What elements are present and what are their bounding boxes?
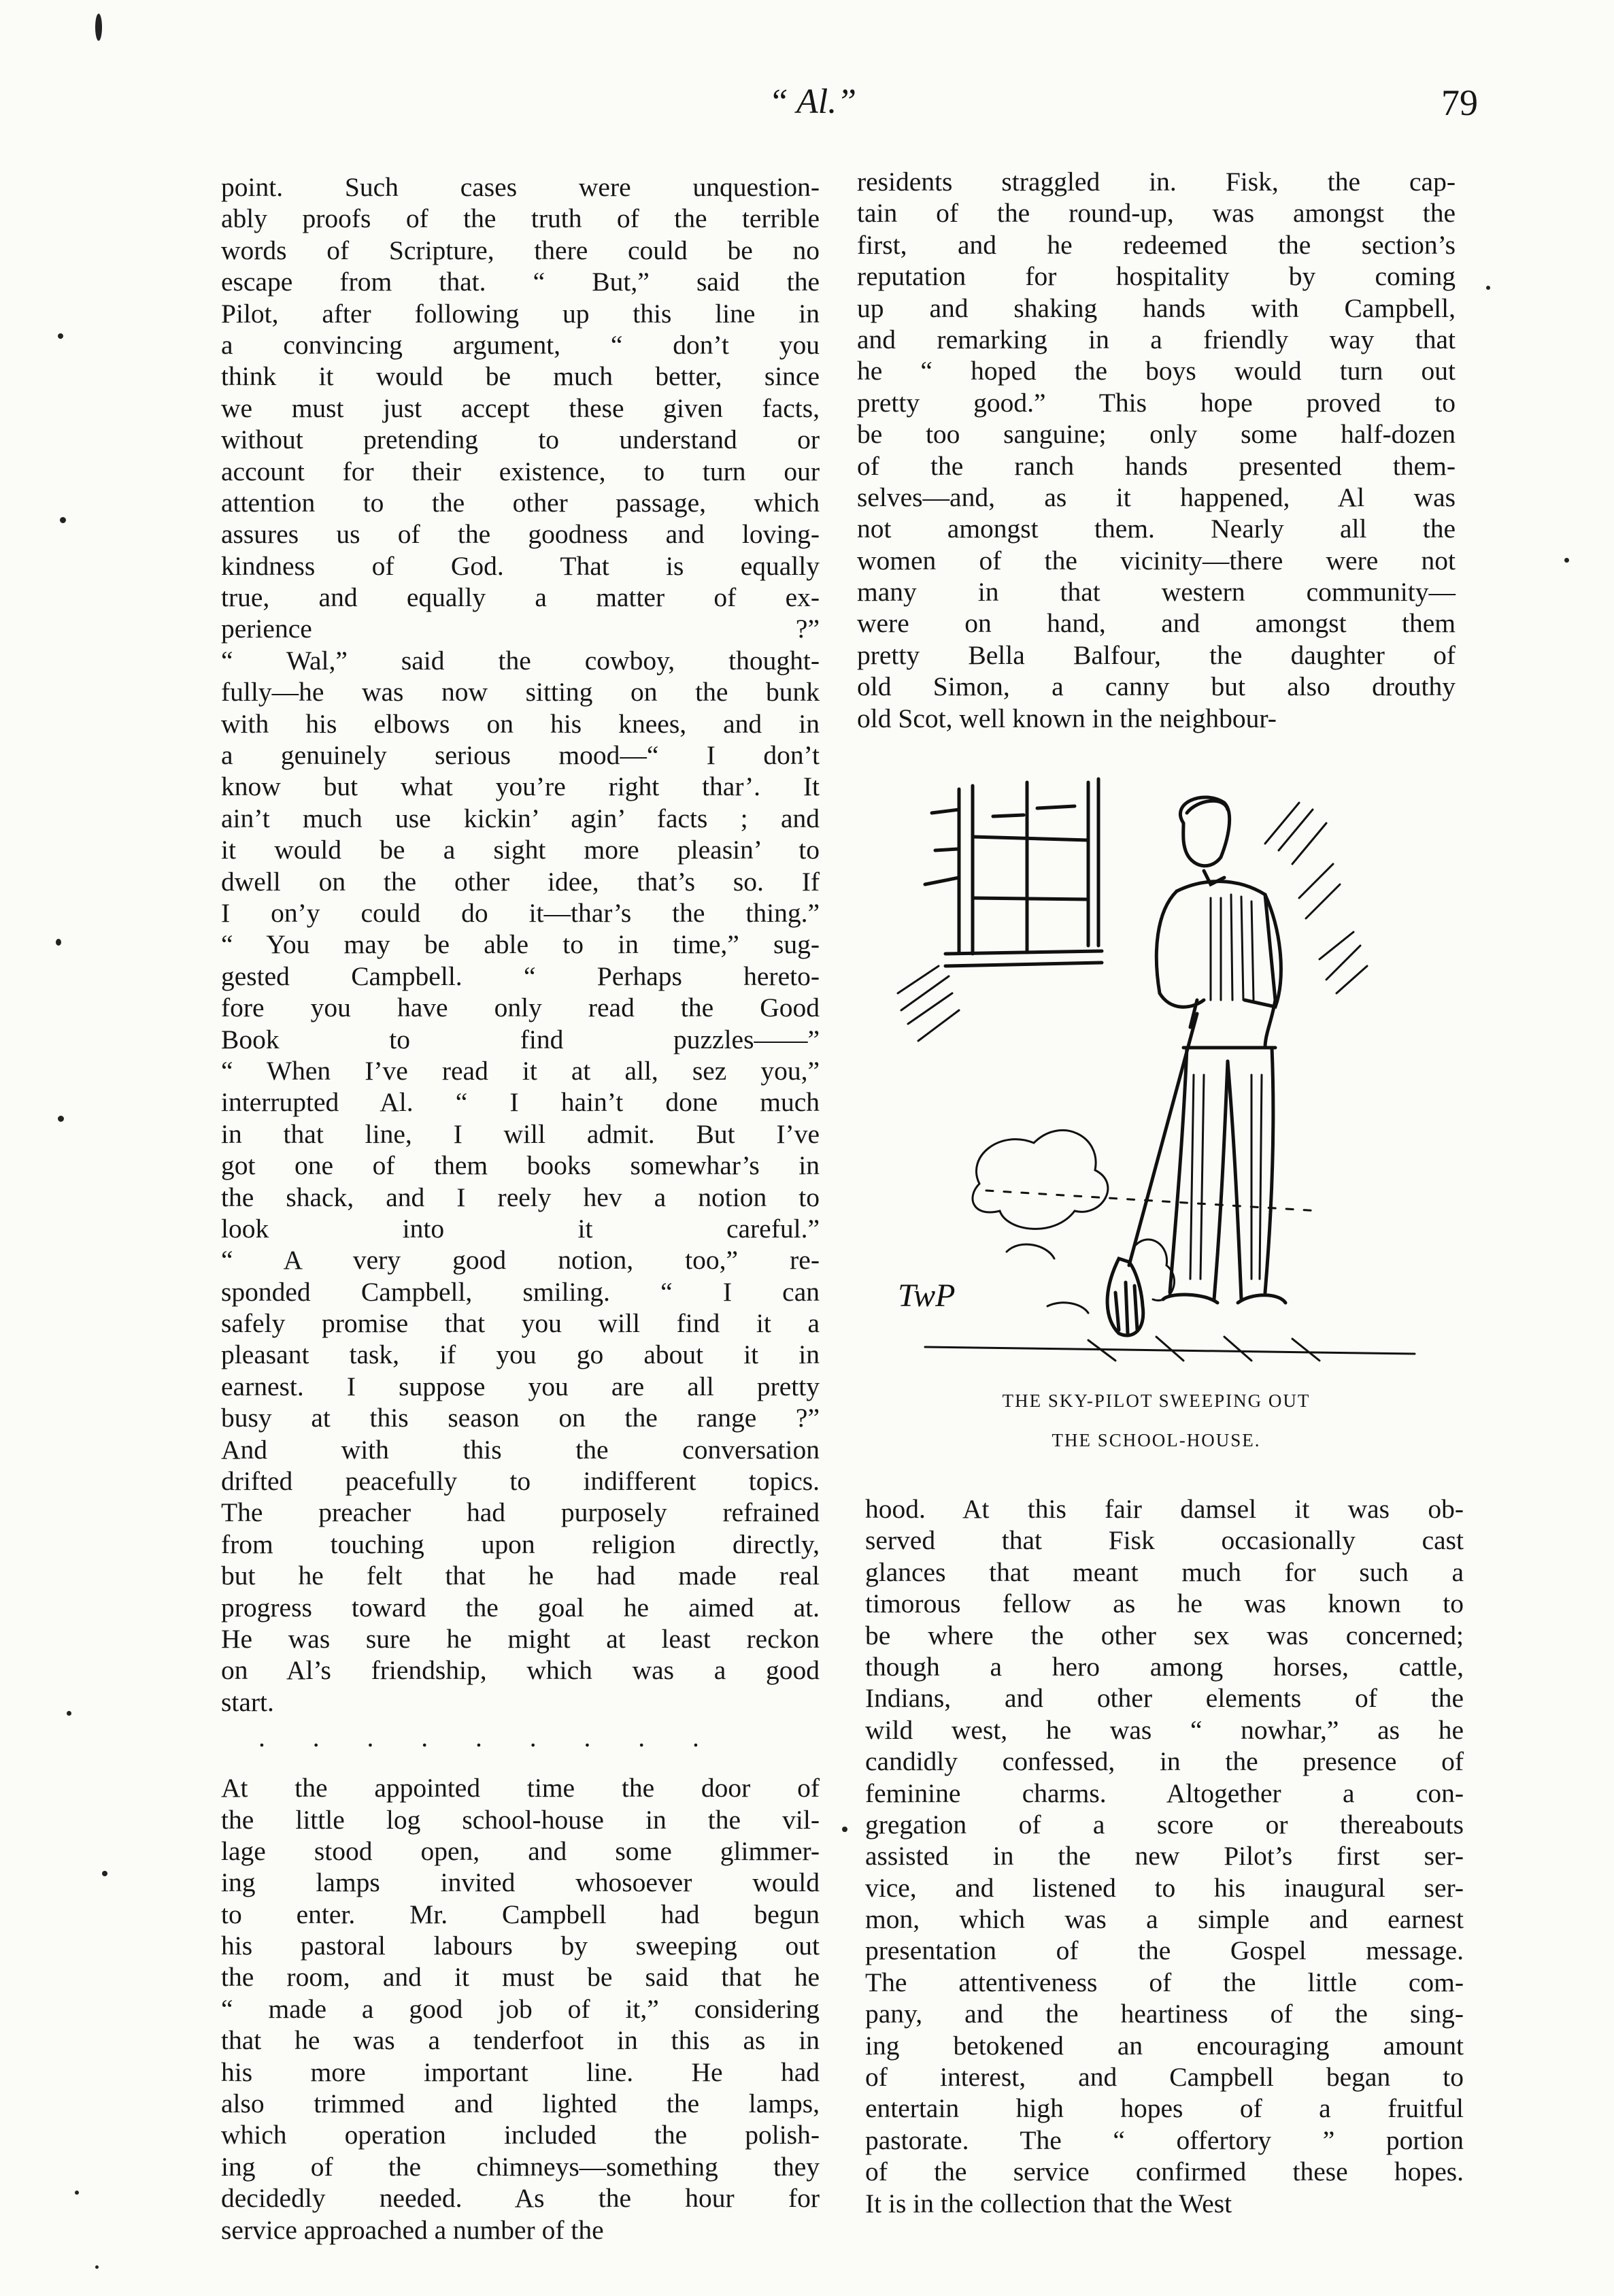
text-line: He was sure he might at least reckon xyxy=(221,1623,820,1654)
scan-speck xyxy=(58,1116,64,1122)
window-drawing xyxy=(925,779,1102,966)
scan-speck xyxy=(1486,286,1490,290)
text-line: progress toward the goal he aimed at. xyxy=(221,1592,820,1623)
text-line: reputation for hospitality by coming xyxy=(857,261,1456,292)
illustrator-signature: TwP xyxy=(898,1278,956,1314)
text-line: think it would be much better, since xyxy=(221,361,820,392)
text-line: pleasant task, if you go about it in xyxy=(221,1340,820,1370)
text-line: candidly confessed, in the presence of xyxy=(865,1746,1464,1777)
text-line: old Simon, a canny but also drouthy xyxy=(857,671,1456,702)
text-line: be too sanguine; only some half-dozen xyxy=(857,419,1456,450)
text-line: dwell on the other idee, that’s so. If xyxy=(221,866,820,897)
text-line: women of the vicinity—there were not xyxy=(857,545,1456,576)
scan-speck xyxy=(102,1871,107,1876)
scan-speck xyxy=(1564,558,1569,563)
figure-caption xyxy=(898,1381,1415,1460)
text-line: with his elbows on his knees, and in xyxy=(221,708,820,739)
text-line: The attentiveness of the little com- xyxy=(865,1967,1464,1997)
text-line: the little log school-house in the vil- xyxy=(221,1804,820,1835)
scan-speck xyxy=(842,1827,847,1832)
scan-speck xyxy=(67,1711,71,1716)
text-line: Pilot, after following up this line in xyxy=(221,298,820,329)
text-line: kindness of God. That is equally xyxy=(221,550,820,581)
text-line: ain’t much use kickin’ agin’ facts ; and xyxy=(221,803,820,833)
text-line: ing lamps invited whosoever would xyxy=(221,1867,820,1898)
text-line: I on’y could do it—thar’s the thing.” xyxy=(221,897,820,928)
text-line: his more important line. He had xyxy=(221,2057,820,2087)
text-line: ably proofs of the truth of the terrible xyxy=(221,203,820,234)
text-line: served that Fisk occasionally cast xyxy=(865,1525,1464,1556)
text-line: which operation included the polish- xyxy=(221,2120,820,2150)
right-column-top xyxy=(857,166,1456,734)
text-line: tain of the round-up, was amongst the xyxy=(857,198,1456,229)
text-line: to enter. Mr. Campbell had begun xyxy=(221,1899,820,1929)
text-line: glances that meant much for such a xyxy=(865,1557,1464,1587)
text-line: drifted peacefully to indifferent topics. xyxy=(221,1466,820,1497)
dust-clouds xyxy=(973,1130,1319,1313)
text-line: attention to the other passage, which xyxy=(221,487,820,518)
man-figure xyxy=(1156,797,1285,1303)
text-line: he “ hoped the boys would turn out xyxy=(857,356,1456,386)
illustration-drawing xyxy=(884,776,1428,1374)
running-head xyxy=(0,82,1614,129)
text-line: decidedly needed. As the hour for xyxy=(221,2183,820,2214)
text-line: hood. At this fair damsel it was ob- xyxy=(865,1494,1464,1524)
right-column-bottom-text xyxy=(865,1493,1464,2219)
text-line: “ When I’ve read it at all, sez you,” xyxy=(221,1055,820,1086)
text-line: assures us of the goodness and loving- xyxy=(221,519,820,550)
text-line: Book to find puzzles——” xyxy=(221,1024,820,1054)
text-line: timorous fellow as he was known to xyxy=(865,1588,1464,1619)
text-line: many in that western community— xyxy=(857,577,1456,608)
text-line: selves—and, as it happened, Al was xyxy=(857,482,1456,512)
text-line: feminine charms. Altogether a con- xyxy=(865,1778,1464,1808)
scan-speck xyxy=(60,517,66,523)
text-line: “ A very good notion, too,” re- xyxy=(221,1245,820,1276)
text-line: It is in the collection that the West xyxy=(865,2188,1232,2218)
text-line: ing betokened an encouraging amount xyxy=(865,2030,1464,2061)
text-line: old Scot, well known in the neighbour- xyxy=(857,703,1277,733)
text-line: assisted in the new Pilot’s first ser- xyxy=(865,1841,1464,1871)
text-line: not amongst them. Nearly all the xyxy=(857,514,1456,544)
text-line: words of Scripture, there could be no xyxy=(221,235,820,265)
text-line: were on hand, and amongst them xyxy=(857,608,1456,639)
text-line: up and shaking hands with Campbell, xyxy=(857,293,1456,323)
right-column-top-text xyxy=(857,166,1456,734)
text-line: ing of the chimneys—something they xyxy=(221,2151,820,2182)
text-line: and remarking in a friendly way that xyxy=(857,324,1456,354)
text-line: pretty good.” This hope proved to xyxy=(857,387,1456,418)
left-column-text xyxy=(221,171,820,1718)
text-line: pany, and the heartiness of the sing- xyxy=(865,1999,1464,2029)
illustration-sky-pilot-sweeping xyxy=(884,776,1428,1374)
text-line: At the appointed time the door of xyxy=(221,1773,820,1803)
text-line: “ Wal,” said the cowboy, thought- xyxy=(221,645,820,676)
text-line: on Al’s friendship, which was a good xyxy=(221,1655,820,1686)
text-line: safely promise that you will find it a xyxy=(221,1308,820,1339)
right-column-bottom xyxy=(865,1493,1464,2219)
text-line: look into it careful.” xyxy=(221,1213,820,1244)
text-line: the shack, and I reely hev a notion to xyxy=(221,1182,820,1212)
text-line: wild west, he was “ nowhar,” as he xyxy=(865,1714,1464,1745)
text-line: that he was a tenderfoot in this as in xyxy=(221,2025,820,2056)
text-line: busy at this season on the range ?” xyxy=(221,1403,820,1433)
text-line: perience ?” xyxy=(221,614,820,644)
text-line: of interest, and Campbell began to xyxy=(865,2062,1464,2093)
text-line: from touching upon religion directly, xyxy=(221,1529,820,1559)
text-line: lage stood open, and some glimmer- xyxy=(221,1835,820,1866)
text-line: point. Such cases were unquestion- xyxy=(221,172,820,202)
text-line: know but what you’re right thar’. It xyxy=(221,771,820,802)
text-line: it would be a sight more pleasin’ to xyxy=(221,835,820,865)
text-line: of the ranch hands presented them- xyxy=(857,450,1456,481)
text-line: start. xyxy=(221,1686,274,1717)
text-line: gested Campbell. “ Perhaps hereto- xyxy=(221,961,820,991)
text-line: fore you have only read the Good xyxy=(221,993,820,1023)
text-line: without pretending to understand or xyxy=(221,425,820,455)
text-line: interrupted Al. “ I hain’t done much xyxy=(221,1087,820,1118)
text-line: though a hero among horses, cattle, xyxy=(865,1651,1464,1682)
text-line: first, and he redeemed the section’s xyxy=(857,229,1456,260)
text-line: but he felt that he had made real xyxy=(221,1561,820,1591)
text-line: fully—he was now sitting on the bunk xyxy=(221,677,820,708)
text-line: “ You may be able to in time,” sug- xyxy=(221,929,820,960)
text-line: And with this the conversation xyxy=(221,1434,820,1465)
text-line: in that line, I will admit. But I’ve xyxy=(221,1118,820,1149)
scan-speck xyxy=(58,333,63,339)
scan-speck xyxy=(95,14,102,41)
broom-drawing xyxy=(1107,1014,1197,1335)
text-line: pastorate. The “ offertory ” portion xyxy=(865,2125,1464,2155)
page-number: 79 xyxy=(1441,82,1478,123)
text-line: true, and equally a matter of ex- xyxy=(221,582,820,613)
text-line: The preacher had purposely refrained xyxy=(221,1497,820,1528)
text-line: also trimmed and lighted the lamps, xyxy=(221,2089,820,2119)
text-line: the room, and it must be said that he xyxy=(221,1962,820,1993)
caption-line-1: THE SKY-PILOT SWEEPING OUT xyxy=(1002,1391,1311,1411)
wall-hatching xyxy=(898,803,1367,1041)
text-line: “ made a good job of it,” considering xyxy=(221,1993,820,2024)
text-line: got one of them books somewhar’s in xyxy=(221,1150,820,1181)
text-line: pretty Bella Balfour, the daughter of xyxy=(857,639,1456,670)
text-line: entertain high hopes of a fruitful xyxy=(865,2093,1464,2124)
text-line: escape from that. “ But,” said the xyxy=(221,267,820,297)
text-line: vice, and listened to his inaugural ser- xyxy=(865,1872,1464,1903)
text-line: earnest. I suppose you are all pretty xyxy=(221,1371,820,1401)
text-line: service approached a number of the xyxy=(221,2214,604,2245)
left-column xyxy=(221,171,820,2246)
caption-line-2: THE SCHOOL-HOUSE. xyxy=(1052,1430,1261,1450)
text-line: sponded Campbell, smiling. “ I can xyxy=(221,1276,820,1307)
text-line: gregation of a score or thereabouts xyxy=(865,1809,1464,1840)
text-line: Indians, and other elements of the xyxy=(865,1683,1464,1714)
text-line: residents straggled in. Fisk, the cap- xyxy=(857,167,1456,197)
text-line: mon, which was a simple and earnest xyxy=(865,1904,1464,1935)
text-line: presentation of the Gospel message. xyxy=(865,1935,1464,1966)
floor-hatching xyxy=(925,1337,1415,1361)
text-line: account for their existence, to turn our xyxy=(221,456,820,486)
text-line: a convincing argument, “ don’t you xyxy=(221,329,820,360)
text-line: of the service confirmed these hopes. xyxy=(865,2157,1464,2187)
scan-speck xyxy=(56,939,61,946)
text-line: be where the other sex was concerned; xyxy=(865,1620,1464,1650)
running-title: “ Al.” xyxy=(769,82,857,121)
text-line: we must just accept these given facts, xyxy=(221,393,820,423)
scan-speck xyxy=(75,2191,79,2195)
scan-speck xyxy=(95,2265,99,2269)
section-break: . . . . . . . . . xyxy=(258,1723,720,1753)
left-column-text-continued xyxy=(221,1772,820,2246)
text-line: his pastoral labours by sweeping out xyxy=(221,1931,820,1961)
text-line: a genuinely serious mood—“ I don’t xyxy=(221,740,820,771)
